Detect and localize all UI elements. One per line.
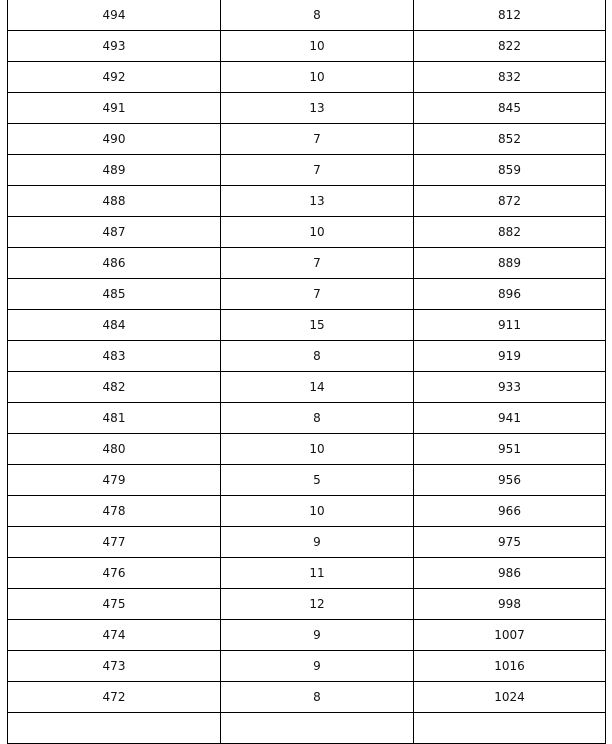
score-cell: 478: [8, 496, 221, 527]
count-cell: 7: [221, 155, 414, 186]
score-cell: 476: [8, 558, 221, 589]
cumulative-cell: 1024: [414, 682, 606, 713]
count-cell: 8: [221, 403, 414, 434]
score-cell: 474: [8, 620, 221, 651]
score-cell: 492: [8, 62, 221, 93]
score-cell: 490: [8, 124, 221, 155]
table-row: [8, 527, 606, 558]
cumulative-cell: 951: [414, 434, 606, 465]
table-row: [8, 0, 606, 31]
score-cell: 486: [8, 248, 221, 279]
table-row: [8, 372, 606, 403]
count-cell: 15: [221, 310, 414, 341]
count-cell: 7: [221, 124, 414, 155]
score-cell: 480: [8, 434, 221, 465]
cumulative-cell: 852: [414, 124, 606, 155]
score-cell: 493: [8, 31, 221, 62]
score-table: [7, 0, 606, 744]
count-cell: 14: [221, 372, 414, 403]
cumulative-cell: 872: [414, 186, 606, 217]
table-row: [8, 93, 606, 124]
count-cell: 9: [221, 620, 414, 651]
table-row: [8, 589, 606, 620]
score-cell: 484: [8, 310, 221, 341]
table-row: [8, 279, 606, 310]
score-cell: 488: [8, 186, 221, 217]
table-row: [8, 713, 606, 744]
count-cell: 8: [221, 0, 414, 31]
count-cell: 8: [221, 682, 414, 713]
table-row: [8, 620, 606, 651]
count-cell: 10: [221, 62, 414, 93]
count-cell: 7: [221, 248, 414, 279]
table-row: [8, 155, 606, 186]
table-row: [8, 31, 606, 62]
score-cell: 494: [8, 0, 221, 31]
cumulative-cell: 889: [414, 248, 606, 279]
cumulative-cell: 941: [414, 403, 606, 434]
count-cell: 5: [221, 465, 414, 496]
cumulative-cell: 896: [414, 279, 606, 310]
count-cell: 12: [221, 589, 414, 620]
cumulative-cell: 882: [414, 217, 606, 248]
cumulative-cell: [414, 713, 606, 744]
table-row: [8, 186, 606, 217]
count-cell: 9: [221, 527, 414, 558]
score-cell: 489: [8, 155, 221, 186]
table-row: [8, 124, 606, 155]
table-row: [8, 310, 606, 341]
count-cell: 9: [221, 651, 414, 682]
count-cell: 13: [221, 93, 414, 124]
count-cell: 8: [221, 341, 414, 372]
table-row: [8, 682, 606, 713]
table-row: [8, 248, 606, 279]
cumulative-cell: 975: [414, 527, 606, 558]
cumulative-cell: 933: [414, 372, 606, 403]
count-cell: 13: [221, 186, 414, 217]
table-row: [8, 651, 606, 682]
table-row: [8, 558, 606, 589]
cumulative-cell: 911: [414, 310, 606, 341]
table-row: [8, 341, 606, 372]
cumulative-cell: 812: [414, 0, 606, 31]
score-cell: [8, 713, 221, 744]
table-row: [8, 62, 606, 93]
count-cell: 10: [221, 217, 414, 248]
score-cell: 481: [8, 403, 221, 434]
score-table-container: [7, 0, 605, 744]
score-cell: 479: [8, 465, 221, 496]
count-cell: [221, 713, 414, 744]
score-cell: 483: [8, 341, 221, 372]
score-cell: 475: [8, 589, 221, 620]
cumulative-cell: 1007: [414, 620, 606, 651]
table-row: [8, 434, 606, 465]
score-cell: 473: [8, 651, 221, 682]
cumulative-cell: 998: [414, 589, 606, 620]
cumulative-cell: 859: [414, 155, 606, 186]
count-cell: 10: [221, 496, 414, 527]
score-cell: 487: [8, 217, 221, 248]
score-cell: 477: [8, 527, 221, 558]
cumulative-cell: 822: [414, 31, 606, 62]
count-cell: 11: [221, 558, 414, 589]
cumulative-cell: 956: [414, 465, 606, 496]
count-cell: 7: [221, 279, 414, 310]
cumulative-cell: 966: [414, 496, 606, 527]
table-row: [8, 465, 606, 496]
table-row: [8, 217, 606, 248]
cumulative-cell: 832: [414, 62, 606, 93]
cumulative-cell: 919: [414, 341, 606, 372]
cumulative-cell: 986: [414, 558, 606, 589]
score-cell: 472: [8, 682, 221, 713]
score-table-body: [8, 0, 606, 744]
count-cell: 10: [221, 31, 414, 62]
score-cell: 491: [8, 93, 221, 124]
cumulative-cell: 1016: [414, 651, 606, 682]
count-cell: 10: [221, 434, 414, 465]
table-row: [8, 403, 606, 434]
table-row: [8, 496, 606, 527]
score-cell: 482: [8, 372, 221, 403]
score-cell: 485: [8, 279, 221, 310]
cumulative-cell: 845: [414, 93, 606, 124]
